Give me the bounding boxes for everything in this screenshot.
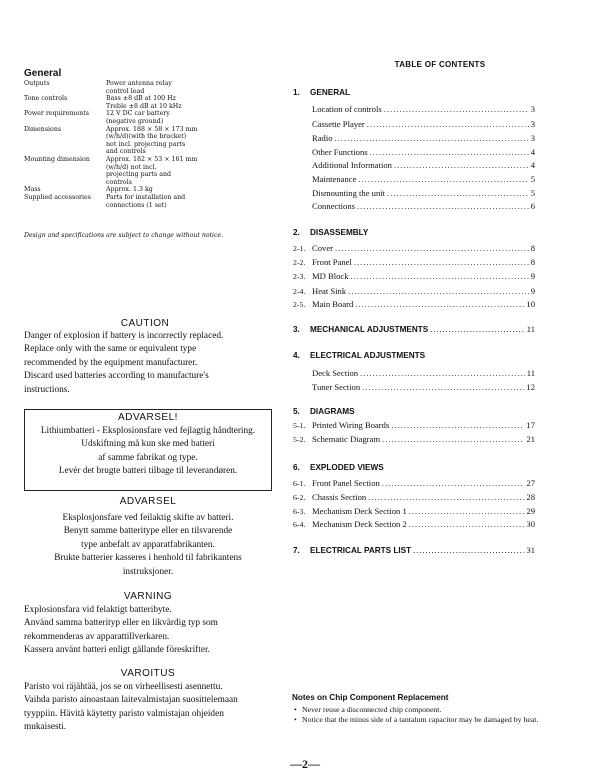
toc-entry: [293, 243, 535, 257]
chip-note-item: [294, 715, 594, 725]
toc-page-number: 21: [526, 434, 535, 444]
warning-line: Discard used batteries according to manufacture's: [24, 371, 209, 382]
chip-note-item: [294, 705, 594, 715]
spec-label: Mounting dimension: [24, 155, 90, 163]
spec-row: [24, 126, 224, 156]
warning-line: rekommenderas av apparattillverkaren.: [24, 631, 170, 642]
toc-page-number: 27: [526, 478, 535, 488]
toc-leader-dots: [391, 420, 524, 430]
bullet-icon: •: [294, 705, 297, 714]
spec-label: Power requirements: [24, 110, 89, 118]
toc-entry: [293, 119, 535, 133]
toc-entry-label: Deck Section: [312, 368, 359, 378]
toc-entry-label: Maintenance: [312, 174, 357, 184]
warning-line: Brukte batterier kasseres i henhold til fabrikantens: [54, 553, 242, 564]
toc-entry-label: Main Board: [312, 299, 354, 309]
caution-heading: CAUTION: [120, 318, 170, 329]
warning-line: Udskiftning må kun ske med batteri: [81, 439, 215, 450]
toc-entry-number: 6-2.: [293, 493, 306, 502]
toc-leader-dots: [368, 492, 524, 502]
toc-entry-number: 6-3.: [293, 507, 306, 516]
toc-entry: [293, 160, 535, 174]
toc-entry: [293, 506, 535, 520]
spec-row: [24, 194, 224, 209]
toc-leader-dots: [348, 286, 529, 296]
toc-leader-dots: [409, 519, 525, 529]
toc-page-number: 3: [530, 133, 535, 143]
toc-leader-dots: [355, 299, 524, 309]
toc-entry-label: Connections: [312, 201, 355, 211]
toc-entry-number: 5-2.: [293, 435, 306, 444]
warning-line: Benytt samme batteritype eller en tilsvarende: [63, 526, 233, 537]
toc-entry: [293, 286, 535, 300]
toc-entry-label: Dismounting the unit: [312, 188, 386, 198]
toc-page-number: 31: [526, 545, 535, 555]
toc-leader-dots: [335, 133, 529, 143]
toc-leader-dots: [413, 546, 524, 555]
spec-value: Approx. 188 × 58 × 173 mm (w/h/d)(with the bracket) not incl. projecting parts and controls: [106, 125, 198, 156]
toc-entry: [293, 420, 535, 434]
toc-section-label: MECHANICAL ADJUSTMENTS: [310, 325, 429, 334]
toc-section-number: 4.: [293, 351, 300, 360]
spec-label: Mass: [24, 186, 41, 194]
spec-value: Approx. 1.3 kg: [106, 186, 153, 194]
toc-entry-label: Chassis Section: [312, 492, 367, 502]
toc-entry-number: 2-1.: [293, 244, 306, 253]
toc-page-number: 8: [530, 257, 535, 267]
spec-value: Power antenna relay control lead: [106, 80, 172, 95]
toc-entry: [293, 299, 535, 313]
caution-text: [24, 330, 274, 397]
warning-line: Levér det brugte batteri tilbage til leverandøren.: [58, 466, 238, 477]
spec-value: Bass ±8 dB at 100 Hz Treble ±8 dB at 10 kHz: [106, 95, 182, 110]
toc-section-number: 2.: [293, 228, 300, 237]
warning-line: tyyppiin. Hävitä käytetty paristo valmistajan ohjeiden: [24, 708, 224, 719]
warning-line: mukaisesti.: [24, 722, 67, 733]
advarsel-no-text: [24, 512, 272, 579]
toc-entry-label: MD Block: [312, 271, 349, 281]
warning-line: Explosionsfara vid felaktigt batteribyte.: [24, 605, 172, 615]
varoitus-heading: VAROITUS: [120, 668, 176, 679]
toc-entry-label: Mechanism Deck Section 1: [312, 506, 407, 516]
toc-entry-label: Heat Sink: [312, 286, 347, 296]
toc-section-label: GENERAL: [310, 88, 351, 97]
spec-row: [24, 186, 224, 194]
toc-leader-dots: [335, 243, 529, 253]
toc-entry: [293, 201, 535, 215]
toc-entry-label: Cassette Player: [312, 119, 365, 129]
toc-entry-label: Additional Information: [312, 160, 392, 170]
toc-entry-label: Cover: [312, 243, 334, 253]
spec-row: [24, 156, 224, 186]
toc-entry-number: 2-5.: [293, 300, 306, 309]
varning-text: [24, 604, 274, 658]
toc-page-number: 3: [530, 119, 535, 129]
toc-entry-label: Front Panel Section: [312, 478, 380, 488]
toc-entry-label: Radio: [312, 133, 333, 143]
toc-leader-dots: [409, 506, 525, 516]
warning-line: recommended by the equipment manufacturer.: [24, 357, 198, 368]
spec-note: Design and specifications are subject to change without notice.: [24, 232, 224, 239]
toc-entry-label: Schematic Diagram: [312, 434, 381, 444]
toc-entry-number: 2-4.: [293, 287, 306, 296]
toc-page-number: 6: [530, 201, 535, 211]
chip-notes-heading: Notes on Chip Component Replacement: [292, 693, 449, 702]
varoitus-text: [24, 681, 274, 735]
toc-entry: [293, 368, 535, 382]
spec-table: [24, 80, 224, 209]
spec-row: [24, 80, 224, 95]
toc-entry-label: Printed Wiring Boards: [312, 420, 390, 430]
toc-section-number: 3.: [293, 325, 300, 334]
toc-entry-number: 2-2.: [293, 258, 306, 267]
toc-section-number: 6.: [293, 463, 300, 472]
spec-value: 12 V DC car battery (negative ground): [106, 110, 170, 125]
toc-page-number: 8: [530, 243, 535, 253]
spec-label: Supplied accessories: [24, 193, 91, 201]
toc-section-title: [293, 407, 355, 416]
toc-entry-label: Mechanism Deck Section 2: [312, 519, 407, 529]
toc-page-number: 11: [526, 324, 535, 334]
warning-line: Danger of explosion if battery is incorrectly replaced.: [24, 331, 224, 341]
toc-page-number: 4: [530, 147, 535, 157]
toc-leader-dots: [354, 257, 529, 267]
toc-entry-number: 2-3.: [293, 272, 306, 281]
toc-entry: [293, 492, 535, 506]
advarsel-no-heading: ADVARSEL: [119, 496, 177, 507]
bullet-icon: •: [294, 715, 297, 724]
toc-leader-dots: [358, 174, 528, 184]
toc-page-number: 29: [526, 506, 535, 516]
toc-section-number: 1.: [293, 88, 300, 97]
toc-section-number: 7.: [293, 546, 300, 555]
toc-entry: [293, 188, 535, 202]
toc-section-title: [293, 351, 425, 360]
warning-line: Replace only with the same or equivalent type: [24, 344, 197, 355]
toc-section-label: ELECTRICAL PARTS LIST: [310, 546, 412, 555]
toc-leader-dots: [387, 188, 529, 198]
toc-page-number: 11: [526, 368, 535, 378]
toc-page-number: 4: [530, 160, 535, 170]
spec-row: [24, 95, 224, 110]
warning-line: Lithiumbatteri - Eksplosionsfare ved fejlagtig håndtering.: [40, 426, 256, 436]
toc-entry: [293, 174, 535, 188]
toc-leader-dots: [367, 119, 529, 129]
chip-note-text: Never reuse a disconnected chip component.: [302, 705, 442, 714]
toc-page-number: 9: [530, 271, 535, 281]
toc-entry: [293, 519, 535, 533]
warning-line: Använd samma batterityp eller en likvärdig typ som: [24, 618, 218, 629]
spec-value: Approx. 182 × 53 × 161 mm (w/h/d) not incl. projecting parts and controls: [106, 155, 198, 186]
advarsel-dk-text: [24, 425, 272, 479]
toc-leader-dots: [360, 368, 525, 378]
toc-page-number: 3: [530, 104, 535, 114]
general-heading: General: [24, 68, 62, 79]
warning-line: Paristo voi räjähtää, jos se on virheellisesti asennettu.: [24, 682, 223, 692]
toc-entry-number: 5-1.: [293, 421, 306, 430]
toc-section-label: DISASSEMBLY: [310, 228, 369, 237]
warning-line: Kassera använt batteri enligt gällande föreskrifter.: [24, 645, 210, 656]
toc-leader-dots: [382, 434, 524, 444]
toc-leader-dots: [384, 104, 529, 114]
toc-leader-dots: [394, 160, 529, 170]
toc-leader-dots: [382, 478, 525, 488]
spec-value: Parts for installation and connections (1 set): [106, 193, 186, 209]
toc-entry: [293, 271, 535, 285]
toc-entry: [293, 257, 535, 271]
toc-entry: [293, 434, 535, 448]
spec-label: Outputs: [24, 80, 50, 87]
toc-entry: [293, 133, 535, 147]
toc-section-title: [293, 545, 535, 555]
toc-entry: [293, 147, 535, 161]
chip-note-text: Notice that the minus side of a tantalum capacitor may be damaged by heat.: [302, 715, 539, 724]
toc-entry-number: 6-1.: [293, 479, 306, 488]
toc-section-number: 5.: [293, 407, 300, 416]
toc-section-label: ELECTRICAL ADJUSTMENTS: [310, 351, 426, 360]
advarsel-dk-heading: ADVARSEL!: [118, 412, 178, 423]
page-number: —2—: [290, 757, 320, 771]
warning-line: type anbefalt av apparatfabrikanten.: [81, 539, 215, 550]
toc-entry-label: Location of controls: [312, 104, 382, 114]
spec-label: Dimensions: [24, 125, 62, 133]
toc-section-title: [293, 463, 384, 472]
toc-page-number: 30: [526, 519, 535, 529]
warning-line: instruksjoner.: [122, 566, 174, 577]
toc-leader-dots: [430, 325, 524, 334]
toc-entry: [293, 382, 535, 396]
toc-section-title: [293, 88, 350, 97]
toc-leader-dots: [357, 201, 529, 211]
toc-page-number: 9: [530, 286, 535, 296]
warning-line: Eksplosjonsfare ved feilaktig skifte av batteri.: [62, 513, 234, 523]
toc-section-label: DIAGRAMS: [310, 407, 355, 416]
chip-notes-list: [294, 705, 594, 725]
toc-page-number: 28: [526, 492, 535, 502]
toc-page-number: 5: [530, 188, 535, 198]
toc-section-label: EXPLODED VIEWS: [310, 463, 384, 472]
toc-section-title: [293, 228, 368, 237]
spec-row: [24, 110, 224, 125]
toc-page-number: 12: [526, 382, 535, 392]
toc-entry: [293, 104, 535, 118]
toc-page-number: 17: [526, 420, 535, 430]
toc-entry-number: 6-4.: [293, 520, 306, 529]
toc-entry-label: Front Panel: [312, 257, 352, 267]
toc-entry: [293, 478, 535, 492]
toc-page-number: 5: [530, 174, 535, 184]
toc-entry-label: Other Functions: [312, 147, 368, 157]
toc-heading: TABLE OF CONTENTS: [394, 60, 486, 69]
toc-page-number: 10: [526, 299, 535, 309]
toc-leader-dots: [370, 147, 529, 157]
spec-label: Tone controls: [24, 95, 68, 103]
warning-line: instructions.: [24, 384, 70, 395]
warning-line: Vaihda paristo ainoastaan laitevalmistajan suosittelemaan: [24, 695, 238, 706]
toc-leader-dots: [362, 382, 524, 392]
toc-section-title: [293, 324, 535, 334]
varning-heading: VARNING: [123, 591, 173, 602]
toc-entry-label: Tuner Section: [312, 382, 361, 392]
warning-line: af samme fabrikat og type.: [98, 452, 198, 463]
toc-leader-dots: [351, 271, 529, 281]
